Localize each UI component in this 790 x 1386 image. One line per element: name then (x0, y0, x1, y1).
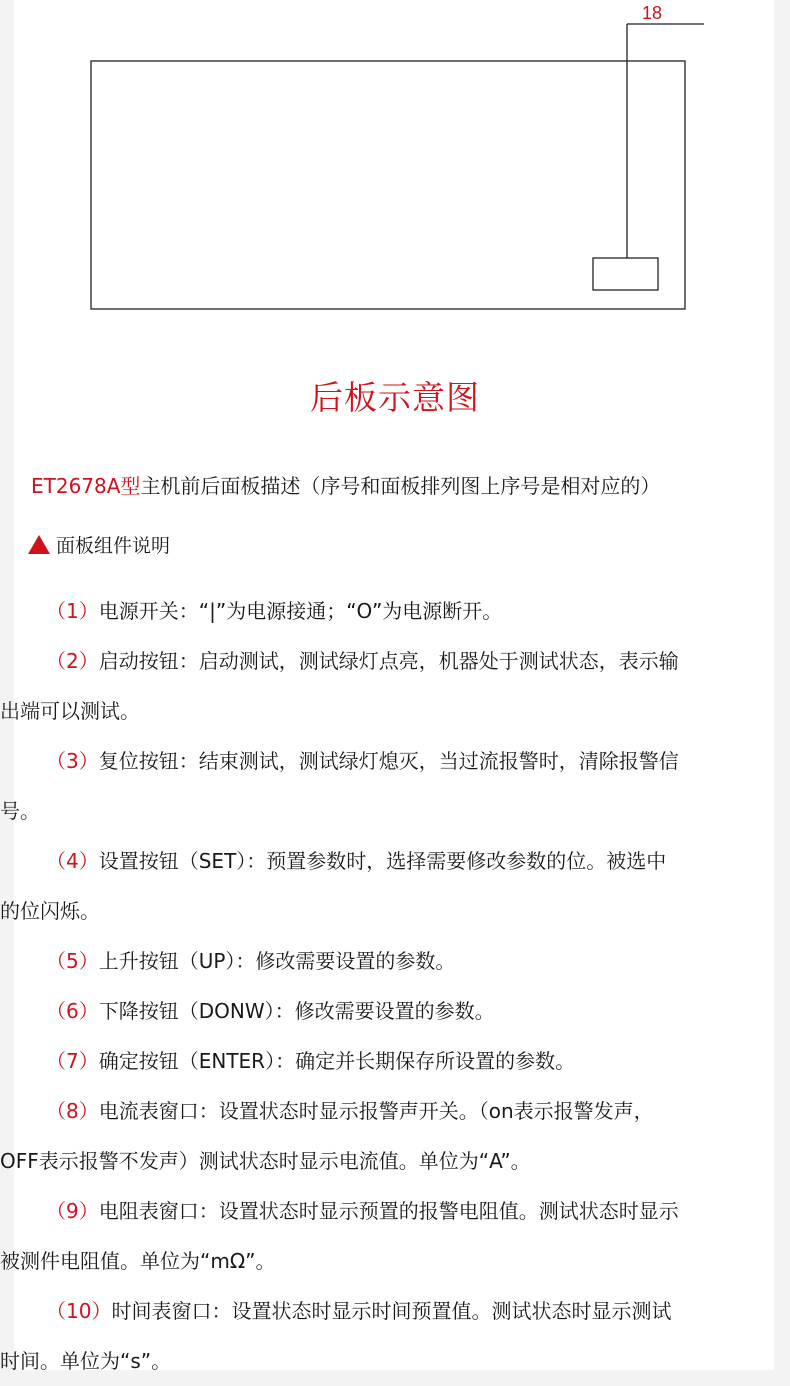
list-item (46, 1186, 746, 1236)
list-item-continuation (0, 1136, 746, 1186)
triangle-bullet-icon (28, 535, 50, 554)
item-number: （4） (46, 849, 99, 873)
item-number: （10） (46, 1299, 112, 1323)
item-number: （6） (46, 999, 99, 1023)
list-item (46, 836, 746, 886)
list-item (46, 936, 746, 986)
item-number: （5） (46, 949, 99, 973)
item-text: 启动按钮：启动测试，测试绿灯点亮，机器处于测试状态，表示输 (98, 649, 679, 673)
list-item-continuation (0, 686, 746, 736)
item-text: 电阻表窗口：设置状态时显示预置的报警电阻值。测试状态时显示 (98, 1199, 679, 1223)
subheading (28, 531, 170, 558)
model-name: ET2678A型 (31, 474, 141, 498)
list-item (46, 1286, 746, 1336)
item-text-continued: 时间。单位为“s”。 (0, 1349, 172, 1373)
list-item-continuation (0, 1236, 746, 1286)
item-text: 确定按钮（ENTER）：确定并长期保存所设置的参数。 (98, 1049, 576, 1073)
component-18-box (593, 258, 658, 290)
item-text: 时间表窗口：设置状态时显示时间预置值。测试状态时显示测试 (111, 1299, 672, 1323)
item-number: （7） (46, 1049, 99, 1073)
list-item (46, 736, 746, 786)
item-text-continued: 的位闪烁。 (0, 899, 100, 923)
rear-panel-diagram (0, 0, 790, 330)
item-text-continued: 号。 (0, 799, 40, 823)
list-item (46, 986, 746, 1036)
section-heading (31, 470, 660, 499)
list-item (46, 586, 746, 636)
component-list (0, 586, 746, 1386)
list-item (46, 1036, 746, 1086)
list-item-continuation (0, 1336, 746, 1386)
item-text: 设置按钮（SET）：预置参数时，选择需要修改参数的位。被选中 (98, 849, 667, 873)
item-text-continued: OFF表示报警不发声）测试状态时显示电流值。单位为“A”。 (0, 1149, 531, 1173)
callout-number-18: 18 (642, 3, 663, 23)
list-item (46, 1086, 746, 1136)
item-number: （9） (46, 1199, 99, 1223)
page-title: 后板示意图 (310, 378, 480, 417)
panel-outline (91, 61, 685, 309)
list-item (46, 636, 746, 686)
item-number: （3） (46, 749, 99, 773)
item-text-continued: 被测件电阻值。单位为“mΩ”。 (0, 1249, 276, 1273)
item-number: （1） (46, 599, 99, 623)
item-text: 复位按钮：结束测试，测试绿灯熄灭，当过流报警时，清除报警信 (98, 749, 679, 773)
heading-text: 主机前后面板描述（序号和面板排列图上序号是相对应的） (140, 474, 661, 498)
list-item-continuation (0, 786, 746, 836)
item-text: 下降按钮（DONW）：修改需要设置的参数。 (98, 999, 495, 1023)
list-item-continuation (0, 886, 746, 936)
item-text-continued: 出端可以测试。 (0, 699, 140, 723)
subheading-text: 面板组件说明 (56, 535, 171, 557)
item-text: 电流表窗口：设置状态时显示报警声开关。（on表示报警发声， (98, 1099, 654, 1123)
item-number: （2） (46, 649, 99, 673)
item-number: （8） (46, 1099, 99, 1123)
item-text: 电源开关：“|”为电源接通；“O”为电源断开。 (98, 599, 503, 623)
item-text: 上升按钮（UP）：修改需要设置的参数。 (98, 949, 456, 973)
